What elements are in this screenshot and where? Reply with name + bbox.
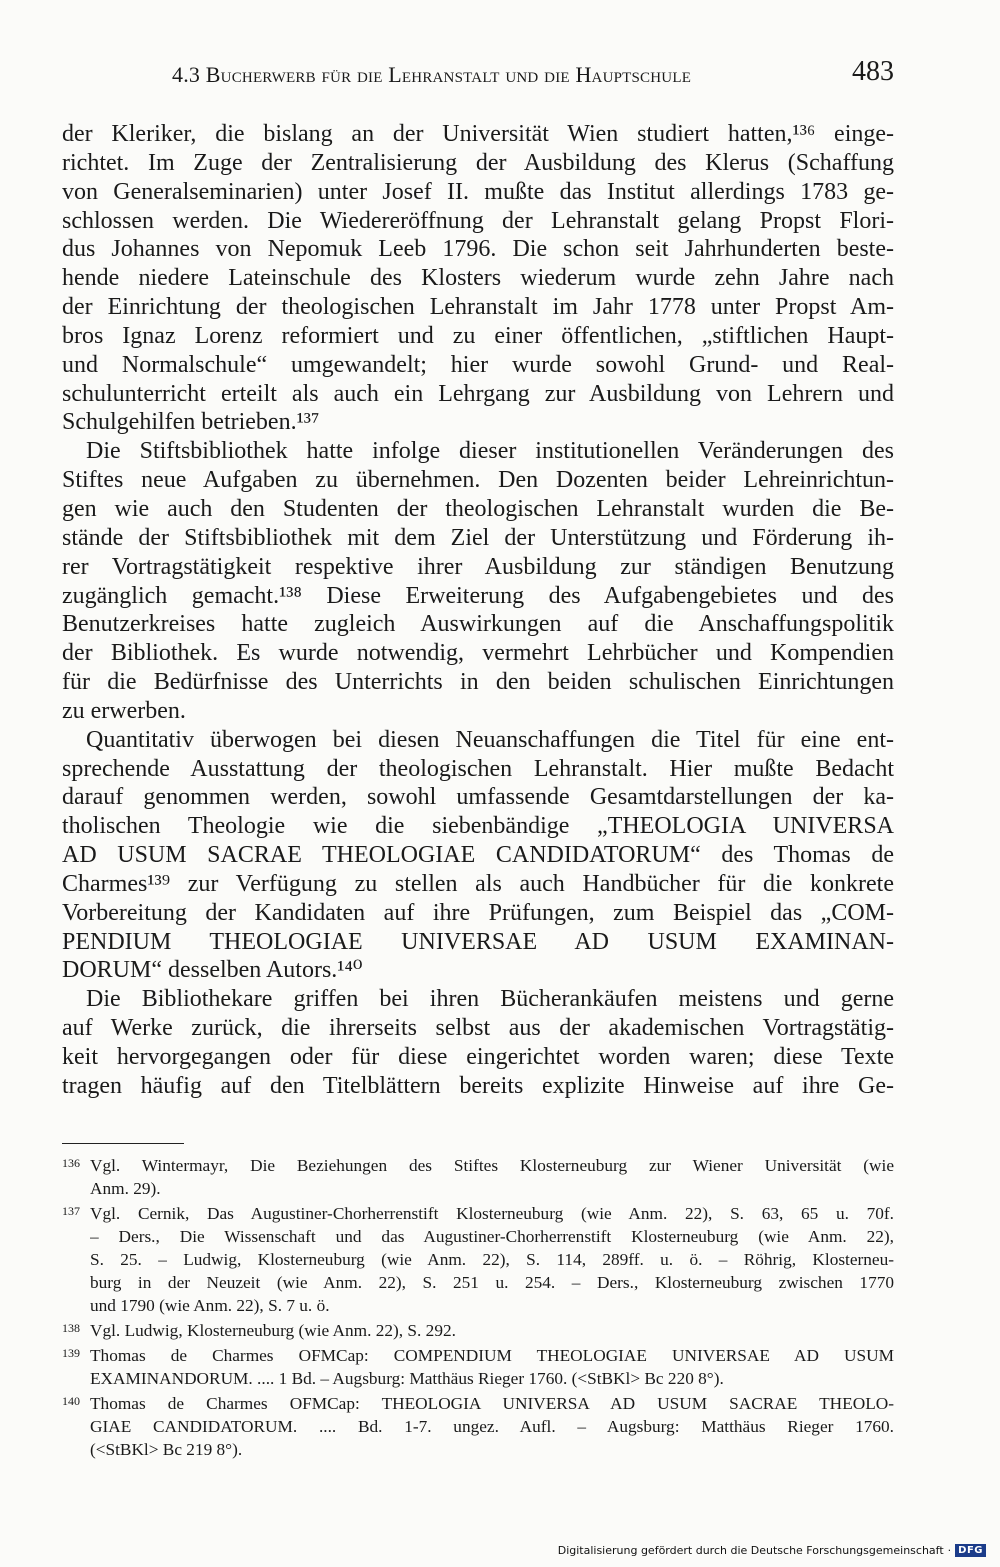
text-line: Stiftes neue Aufgaben zu übernehmen. Den Dozenten beider Lehreinrichtun- (62, 467, 894, 494)
text-line: richtet. Im Zuge der Zentralisierung der Ausbildung des Klerus (Schaffung (62, 149, 894, 176)
text-line: für die Bedürfnisse des Unterrichts in den beiden schulischen Einrichtungen (62, 669, 894, 696)
footnote-139 (62, 1344, 894, 1390)
footnote-number: 136 (62, 1156, 80, 1170)
text-line: und Normalschule“ umgewandelt; hier wurde sowohl Grund- und Real- (62, 351, 894, 378)
credit-text: Digitalisierung gefördert durch die Deutsche Forschungsgemeinschaft (557, 1544, 944, 1557)
text-line: der Bibliothek. Es wurde notwendig, vermehrt Lehrbücher und Kompendien (62, 640, 894, 667)
footnote-136 (62, 1154, 894, 1200)
text-line: rer Vortragstätigkeit respektive ihrer Ausbildung zur ständigen Benutzung (62, 553, 894, 580)
dfg-logo-icon: DFG (955, 1544, 986, 1557)
text-line: von Generalseminarien) unter Josef II. mußte das Institut allerdings 1783 ge- (62, 178, 894, 205)
footnote-137 (62, 1202, 894, 1317)
text-line: zu erwerben. (62, 697, 186, 724)
text-line: Charmes¹³⁹ zur Verfügung zu stellen als auch Handbücher für die konkrete (62, 870, 894, 897)
footnote-line: Anm. 29). (90, 1179, 161, 1198)
text-line: Benutzerkreises hatte zugleich Auswirkungen auf die Anschaffungspolitik (62, 611, 894, 638)
text-line: Die Stiftsbibliothek hatte infolge dieser institutionellen Veränderungen des (86, 438, 894, 465)
footnote-line: und 1790 (wie Anm. 22), S. 7 u. ö. (90, 1296, 330, 1315)
footnote-number: 140 (62, 1394, 80, 1408)
text-line: gen wie auch den Studenten der theologischen Lehranstalt wurden die Be- (62, 495, 894, 522)
footnote-line: – Ders., Die Wissenschaft und das Augustiner-Chorherrenstift Klosterneuburg (wie Anm. 22), (90, 1227, 894, 1246)
text-line: dus Johannes von Nepomuk Leeb 1796. Die schon seit Jahrhunderten beste- (62, 236, 894, 263)
text-line: schulunterricht erteilt als auch ein Lehrgang zur Ausbildung von Lehrern und (62, 380, 894, 407)
digitization-credit: Digitalisierung gefördert durch die Deutsche Forschungsgemeinschaft · DFG (558, 1544, 986, 1557)
footnote-line: Vgl. Cernik, Das Augustiner-Chorherrenstift Klosterneuburg (wie Anm. 22), S. 63, 65 u. 70f. (90, 1204, 894, 1223)
text-line: zugänglich gemacht.¹³⁸ Diese Erweiterung des Aufgabengebietes und des (62, 582, 894, 609)
footnote-rule (62, 1143, 184, 1144)
text-line: bros Ignaz Lorenz reformiert und zu einer öffentlichen, „stiftlichen Haupt- (62, 322, 894, 349)
footnotes (62, 1154, 894, 1463)
footnote-line: GIAE CANDIDATORUM. .... Bd. 1-7. ungez. Aufl. – Augsburg: Matthäus Rieger 1760. (90, 1417, 894, 1436)
text-line: Quantitativ überwogen bei diesen Neuanschaffungen die Titel für eine ent- (86, 726, 894, 753)
text-line: auf Werke zurück, die ihrerseits selbst aus der akademischen Vortragstätig- (62, 1015, 894, 1042)
text-line: DORUM“ desselben Autors.¹⁴⁰ (62, 957, 363, 984)
text-line: Schulgehilfen betrieben.¹³⁷ (62, 409, 320, 436)
text-line: stände der Stiftsbibliothek mit dem Ziel der Unterstützung und Förderung ih- (62, 524, 894, 551)
running-head (62, 56, 894, 96)
footnote-line: Thomas de Charmes OFMCap: COMPENDIUM THEOLOGIAE UNIVERSAE AD USUM (90, 1346, 894, 1365)
page-number: 483 (852, 56, 894, 87)
footnote-line: (<StBKl> Bc 219 8°). (90, 1440, 243, 1459)
footnote-138 (62, 1319, 894, 1342)
text-line: schlossen werden. Die Wiedereröffnung der Lehranstalt gelang Propst Flori- (62, 207, 894, 234)
text-line: hende niedere Lateinschule des Klosters wiederum wurde zehn Jahre nach (62, 265, 894, 292)
footnote-line: Vgl. Wintermayr, Die Beziehungen des Stiftes Klosterneuburg zur Wiener Universität (wie (90, 1156, 894, 1175)
text-line: tragen häufig auf den Titelblättern bereits explizite Hinweise auf ihre Ge- (62, 1072, 894, 1099)
footnote-number: 138 (62, 1321, 80, 1335)
footnote-line: Thomas de Charmes OFMCap: THEOLOGIA UNIVERSA AD USUM SACRAE THEOLO- (90, 1394, 894, 1413)
text-line: keit hervorgegangen oder für diese eingerichtet worden waren; diese Texte (62, 1044, 894, 1070)
text-line: AD USUM SACRAE THEOLOGIAE CANDIDATORUM“ des Thomas de (62, 842, 894, 869)
running-title: 4.3 Bucherwerb für die Lehranstalt und die Hauptschule (172, 62, 692, 87)
footnote-number: 139 (62, 1346, 80, 1360)
footnote-line: burg in der Neuzeit (wie Anm. 22), S. 251 u. 254. – Ders., Klosterneuburg zwischen 1770 (90, 1273, 894, 1292)
footnote-line: Vgl. Ludwig, Klosterneuburg (wie Anm. 22), S. 292. (90, 1321, 456, 1340)
text-line: sprechende Ausstattung der theologischen Lehranstalt. Hier mußte Bedacht (62, 755, 894, 782)
footnote-140 (62, 1392, 894, 1461)
text-line: tholischen Theologie wie die siebenbändige „THEOLOGIA UNIVERSA (62, 813, 894, 840)
footnote-number: 137 (62, 1204, 80, 1218)
footnote-line: S. 25. – Ludwig, Klosterneuburg (wie Anm. 22), S. 114, 289ff. u. ö. – Röhrig, Klosterneu- (90, 1250, 894, 1269)
text-line: PENDIUM THEOLOGIAE UNIVERSAE AD USUM EXAMINAN- (62, 928, 894, 955)
text-line: darauf genommen werden, sowohl umfassende Gesamtdarstellungen der ka- (62, 784, 894, 811)
footnote-line: EXAMINANDORUM. .... 1 Bd. – Augsburg: Matthäus Rieger 1760. (<StBKl> Bc 220 8°). (90, 1369, 724, 1388)
text-line: Vorbereitung der Kandidaten auf ihre Prüfungen, zum Beispiel das „COM- (62, 899, 894, 926)
body-text (62, 120, 894, 1101)
text-line: der Einrichtung der theologischen Lehranstalt im Jahr 1778 unter Propst Am- (62, 294, 894, 321)
text-line: Die Bibliothekare griffen bei ihren Bücherankäufen meistens und gerne (86, 986, 894, 1013)
text-line: der Kleriker, die bislang an der Universität Wien studiert hatten,¹³⁶ einge- (62, 121, 894, 147)
